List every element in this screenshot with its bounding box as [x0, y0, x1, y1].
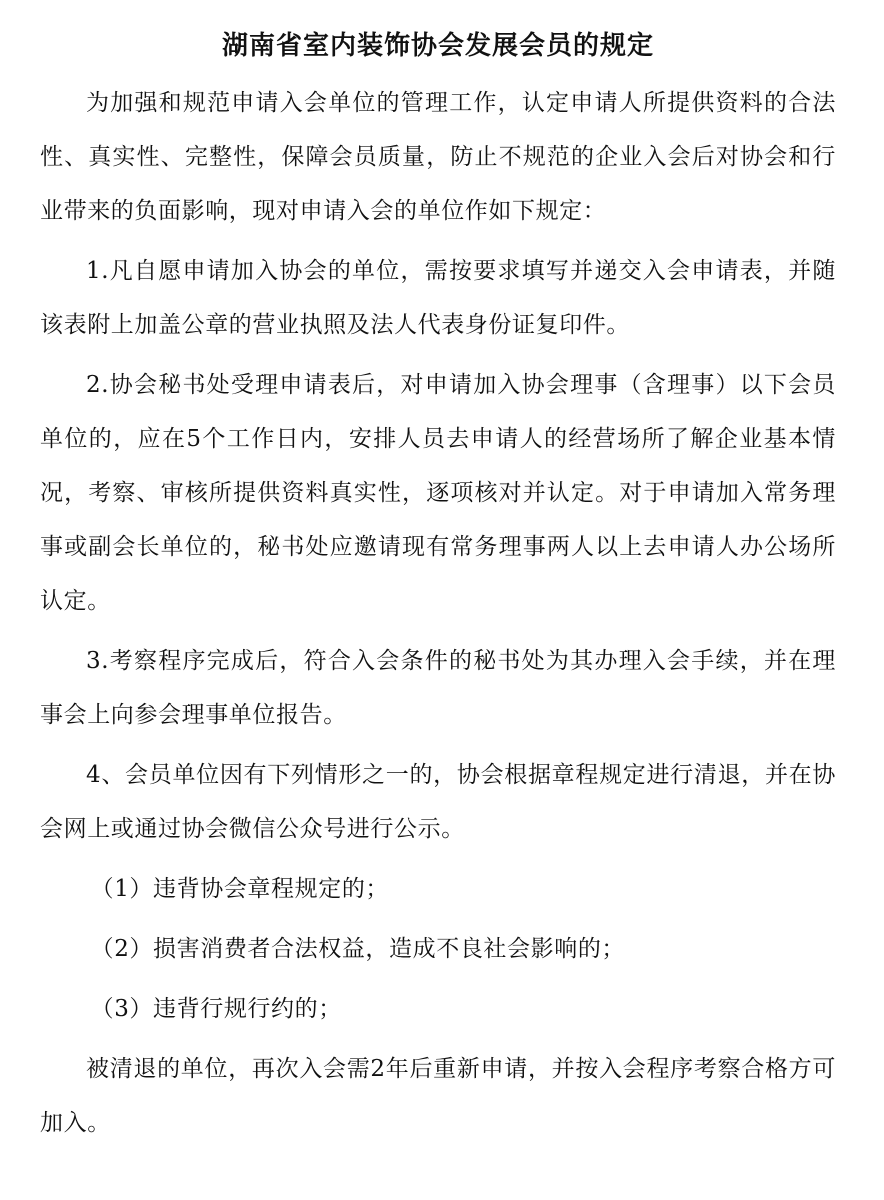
- list-item: （1）违背协会章程规定的；: [90, 876, 390, 902]
- list-item: （2）损害消费者合法权益，造成不良社会影响的；: [90, 936, 626, 962]
- clause-4-paragraph: 4、会员单位因有下列情形之一的，协会根据章程规定进行清退，并在协会网上或通过协会微信公众号进行公示。: [40, 762, 836, 842]
- list-item: （3）违背行规行约的；: [90, 996, 342, 1022]
- document-title: 湖南省室内装饰协会发展会员的规定: [221, 31, 654, 61]
- intro-paragraph: 为加强和规范申请入会单位的管理工作，认定申请人所提供资料的合法性、真实性、完整性，保障会员质量，防止不规范的企业入会后对协会和行业带来的负面影响，现对申请入会的单位作如下规定：: [40, 90, 836, 224]
- clause-1-paragraph: 1.凡自愿申请加入协会的单位，需按要求填写并递交入会申请表，并随该表附上加盖公章的营业执照及法人代表身份证复印件。: [40, 258, 836, 338]
- closing-paragraph: 被清退的单位，再次入会需2年后重新申请，并按入会程序考察合格方可加入。: [40, 1056, 836, 1136]
- clause-2-paragraph: 2.协会秘书处受理申请表后，对申请加入协会理事（含理事）以下会员单位的，应在5个工作日内，安排人员去申请人的经营场所了解企业基本情况，考察、审核所提供资料真实性，逐项核对并认定。对于申请加入常务理事或副会长单位的，秘书处应邀请现有常务理事两人以上去申请人办公场所认定。: [40, 372, 836, 614]
- clause-3-paragraph: 3.考察程序完成后，符合入会条件的秘书处为其办理入会手续，并在理事会上向参会理事单位报告。: [40, 648, 836, 728]
